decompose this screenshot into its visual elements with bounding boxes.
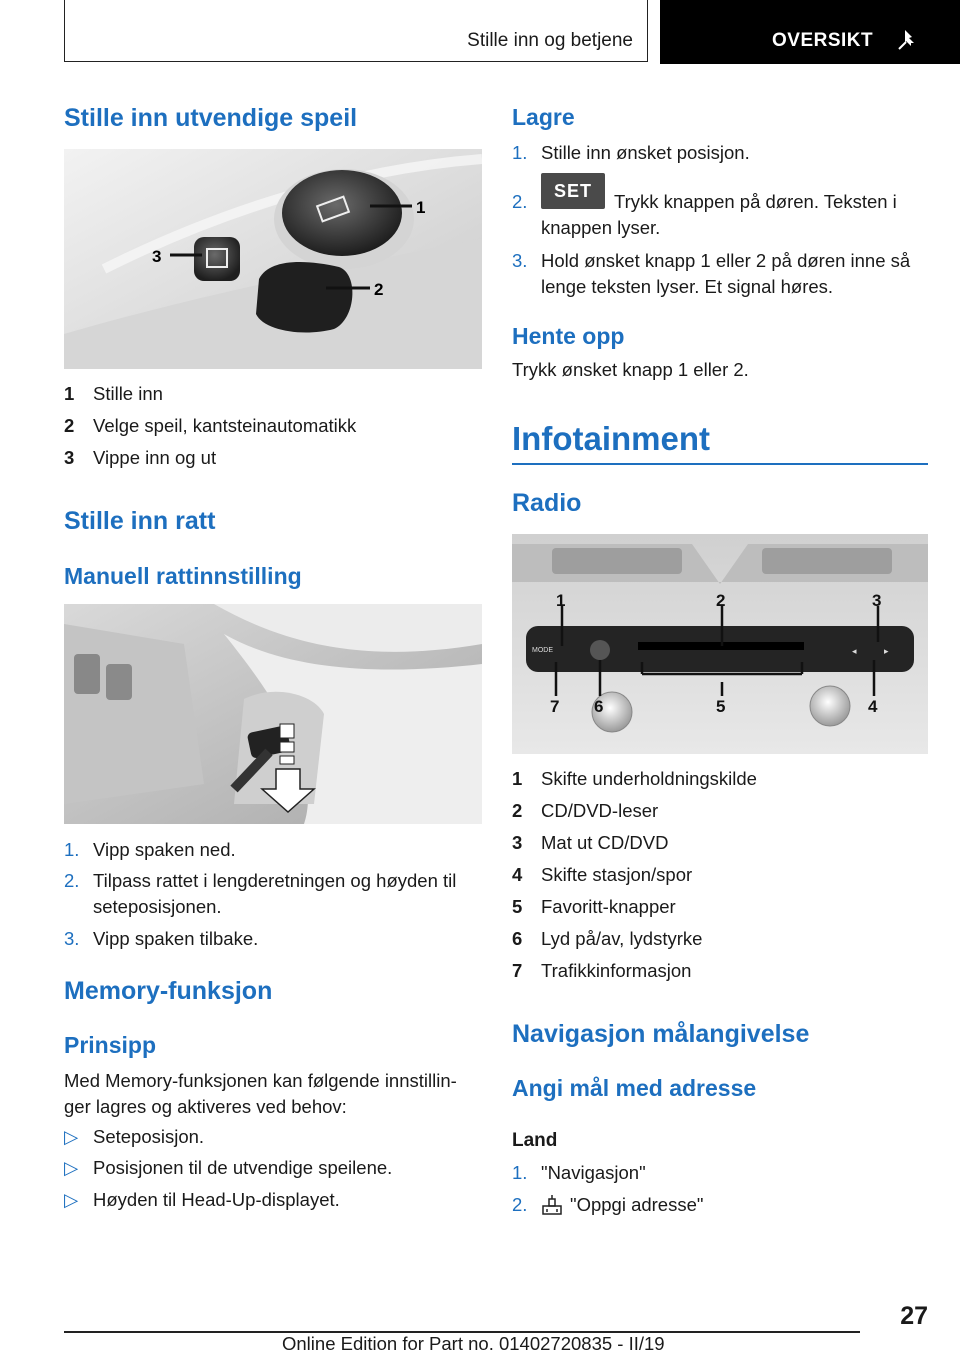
infotainment-heading: Infotainment (512, 420, 710, 457)
steering-lever-image (64, 604, 482, 824)
radio-callout-1: 1 (556, 591, 566, 610)
radio-callout-2: 2 (716, 591, 726, 610)
triangle-bullet-icon: ▷ (64, 1126, 79, 1147)
principle-heading: Prinsipp (64, 1032, 157, 1058)
footer-edition: Online Edition for Part no. 01402720835 - II/19 (282, 1333, 665, 1354)
memory-heading: Memory-funksjon (64, 977, 273, 1005)
header-chapter-tab[interactable] (660, 0, 960, 64)
radio-callout-5: 5 (716, 697, 726, 716)
radio-next-label: ▸ (884, 646, 889, 656)
wheel-subheading: Manuell rattinnstilling (64, 563, 302, 589)
save-heading: Lagre (512, 104, 575, 130)
header-section-box (64, 0, 648, 62)
land-heading: Land (512, 1130, 558, 1151)
radio-callout-4: 4 (868, 697, 878, 716)
set-button-icon: SET (541, 173, 605, 209)
radio-callout-6: 6 (594, 697, 604, 716)
principle-text-line: Med Memory-funksjonen kan følgende innstillin- (64, 1070, 457, 1091)
pin-icon (896, 28, 920, 52)
triangle-bullet-icon: ▷ (64, 1189, 79, 1210)
mirrors-heading: Stille inn utvendige speil (64, 104, 358, 132)
address-heading: Angi mål med adresse (512, 1075, 757, 1101)
address-icon (541, 1194, 563, 1216)
radio-prev-label: ◂ (852, 646, 857, 656)
radio-callout-3: 3 (872, 591, 882, 610)
section-rule (512, 463, 928, 465)
radio-heading: Radio (512, 489, 582, 517)
radio-panel-image (512, 534, 928, 754)
page-number: 27 (900, 1302, 928, 1330)
header-section-title: Stille inn og betjene (467, 30, 633, 51)
mirror-callout-1: 1 (416, 198, 426, 217)
wheel-heading: Stille inn ratt (64, 507, 216, 535)
radio-callout-7: 7 (550, 697, 560, 716)
nav-heading: Navigasjon målangivelse (512, 1020, 810, 1048)
recall-text: Trykk ønsket knapp 1 eller 2. (512, 359, 749, 380)
mirror-controls-image (64, 149, 482, 369)
mirror-callout-2: 2 (374, 280, 384, 299)
header-chapter-label: OVERSIKT (772, 30, 874, 51)
radio-mode-label: MODE (532, 647, 553, 654)
mirror-callout-3: 3 (152, 247, 162, 266)
triangle-bullet-icon: ▷ (64, 1157, 79, 1178)
recall-heading: Hente opp (512, 323, 625, 349)
principle-text-line: ger lagres og aktiveres ved behov: (64, 1096, 347, 1117)
